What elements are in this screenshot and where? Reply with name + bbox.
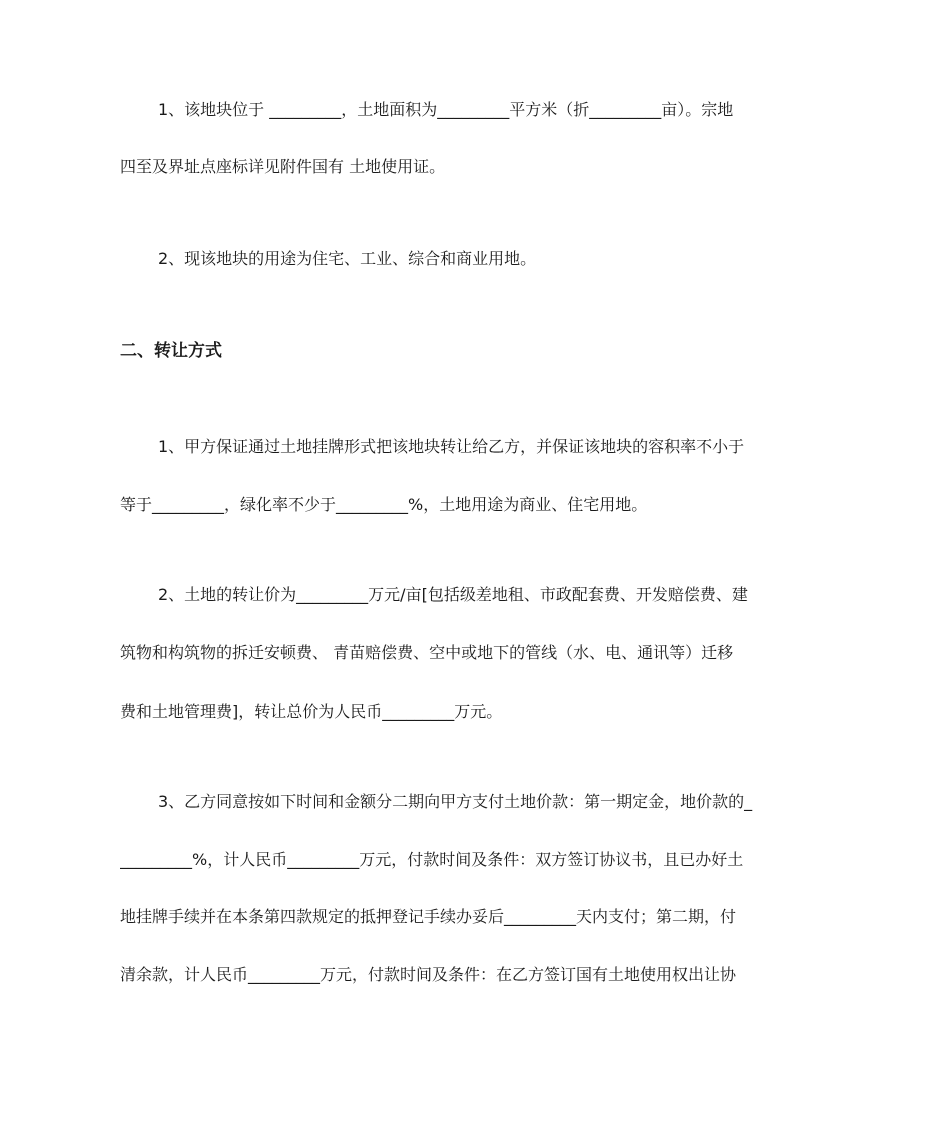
paragraph-line: 费和土地管理费]，转让总价为人民币_________万元。 — [120, 702, 503, 721]
paragraph-line: 地挂牌手续并在本条第四款规定的抵押登记手续办妥后_________天内支付；第二期，付 — [120, 907, 737, 926]
paragraph-line: 等于_________，绿化率不少于_________%，土地用途为商业、住宅用地。 — [120, 495, 648, 514]
section-heading: 二、转让方式 — [120, 341, 222, 361]
paragraph-line: _________%，计人民币_________万元，付款时间及条件：双方签订协议书，且已办好土 — [120, 850, 744, 869]
paragraph-line: 清余款，计人民币_________万元，付款时间及条件：在乙方签订国有土地使用权出让协 — [120, 965, 737, 984]
paragraph-line: 2、土地的转让价为_________万元/亩[包括级差地租、市政配套费、开发赔偿费、建 — [158, 585, 748, 604]
paragraph-line: 2、现该地块的用途为住宅、工业、综合和商业用地。 — [158, 249, 537, 268]
paragraph-line: 3、乙方同意按如下时间和金额分二期向甲方支付土地价款：第一期定金，地价款的_ — [158, 792, 753, 811]
paragraph-line: 1、该地块位于 _________，土地面积为_________平方米（折_________亩）。宗地 — [158, 100, 734, 119]
paragraph-line: 四至及界址点座标详见附件国有 土地使用证。 — [120, 157, 446, 176]
paragraph-line: 1、甲方保证通过土地挂牌形式把该地块转让给乙方，并保证该地块的容积率不小于 — [158, 437, 745, 456]
paragraph-line: 筑物和构筑物的拆迁安顿费、 青苗赔偿费、空中或地下的管线（水、电、通讯等）迁移 — [120, 643, 734, 662]
